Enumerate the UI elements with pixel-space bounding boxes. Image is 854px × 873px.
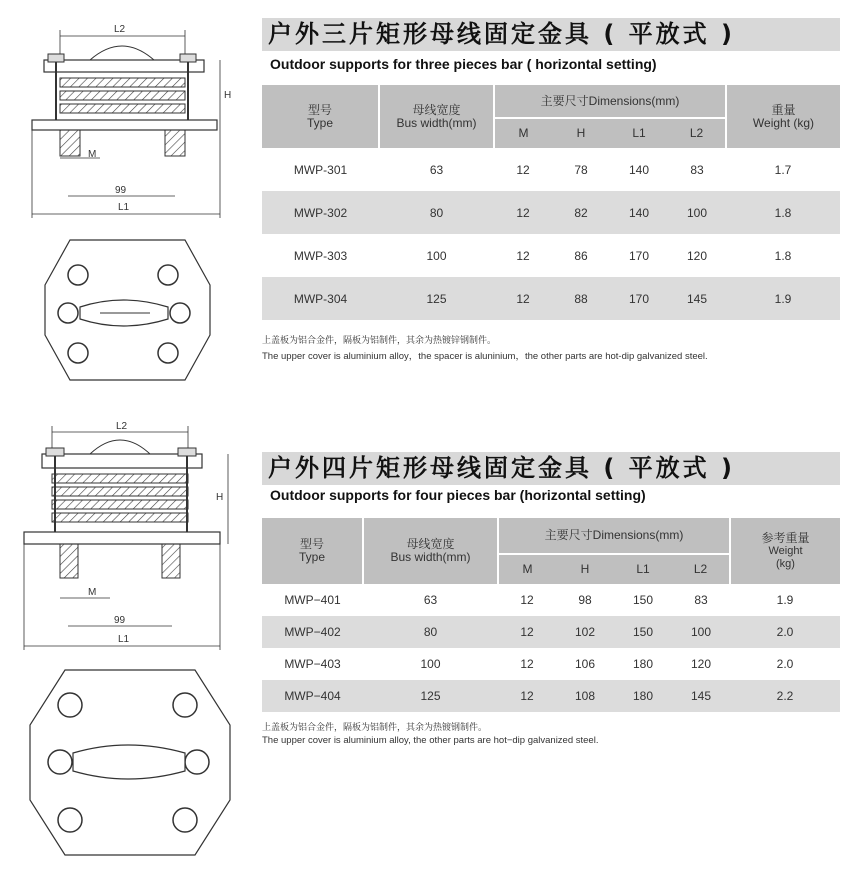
header-weight: 重量 Weight (kg) <box>726 85 840 148</box>
dim-l2-label: L2 <box>114 24 126 35</box>
cell-l2: 83 <box>672 584 730 616</box>
cell-type: MWP−401 <box>262 584 363 616</box>
cell-h: 108 <box>556 680 614 712</box>
section-2-title-en: Outdoor supports for four pieces bar (horizontal setting) <box>270 487 646 503</box>
cell-l1: 140 <box>610 148 668 191</box>
cell-weight: 1.7 <box>726 148 840 191</box>
header-h: H <box>556 554 614 584</box>
cell-m: 12 <box>494 277 552 320</box>
cell-type: MWP-301 <box>262 148 379 191</box>
section-2-title-zh: 户外四片矩形母线固定金具 ( 平放式 ) <box>268 454 736 482</box>
dim-99-label: 99 <box>114 615 126 626</box>
top-view-drawing-three-bar <box>40 235 215 385</box>
top-view-drawing-four-bar <box>25 665 235 860</box>
cell-l1: 170 <box>610 277 668 320</box>
cell-bus-width: 100 <box>379 234 494 277</box>
cell-m: 12 <box>494 191 552 234</box>
cell-h: 78 <box>552 148 610 191</box>
cell-l2: 145 <box>668 277 726 320</box>
cell-bus-width: 80 <box>363 616 498 648</box>
cell-type: MWP-304 <box>262 277 379 320</box>
table-row <box>262 148 840 191</box>
header-l2: L2 <box>668 118 726 148</box>
front-view-drawing-four-bar <box>20 418 245 653</box>
dim-h-label: H <box>224 90 232 101</box>
header-dimensions: 主要尺寸Dimensions(mm) <box>494 85 726 118</box>
cell-l2: 100 <box>668 191 726 234</box>
cell-type: MWP-303 <box>262 234 379 277</box>
cell-l2: 83 <box>668 148 726 191</box>
cell-weight: 1.8 <box>726 234 840 277</box>
cell-m: 12 <box>498 648 556 680</box>
cell-l1: 180 <box>614 648 672 680</box>
section-2-note-zh: 上盖板为铝合金件，隔板为铝制件，其余为热镀钢制件。 <box>262 723 488 733</box>
header-l2: L2 <box>672 554 730 584</box>
header-m: M <box>498 554 556 584</box>
dim-l2-label: L2 <box>116 421 128 432</box>
cell-bus-width: 63 <box>363 584 498 616</box>
dim-l1-label: L1 <box>118 202 130 213</box>
cell-l2: 100 <box>672 616 730 648</box>
header-h: H <box>552 118 610 148</box>
cell-m: 12 <box>498 680 556 712</box>
cell-type: MWP−404 <box>262 680 363 712</box>
header-type: 型号 Type <box>262 518 363 584</box>
cell-bus-width: 63 <box>379 148 494 191</box>
cell-weight: 1.8 <box>726 191 840 234</box>
cell-l2: 120 <box>668 234 726 277</box>
header-weight: 参考重量 Weight (kg) <box>730 518 840 584</box>
header-type: 型号 Type <box>262 85 379 148</box>
cell-h: 86 <box>552 234 610 277</box>
table-row <box>262 680 840 712</box>
cell-weight: 1.9 <box>730 584 840 616</box>
cell-l1: 150 <box>614 584 672 616</box>
section-1-spec-table <box>262 85 840 320</box>
front-view-drawing-three-bar <box>20 18 255 223</box>
cell-h: 82 <box>552 191 610 234</box>
cell-h: 88 <box>552 277 610 320</box>
dim-m-label: M <box>88 149 97 160</box>
section-1-title-zh: 户外三片矩形母线固定金具 ( 平放式 ) <box>268 20 736 48</box>
cell-l1: 140 <box>610 191 668 234</box>
section-2-note-en: The upper cover is aluminium alloy, the other parts are hot−dip galvanized steel. <box>262 735 599 746</box>
cell-weight: 1.9 <box>726 277 840 320</box>
cell-weight: 2.2 <box>730 680 840 712</box>
dim-99-label: 99 <box>115 185 127 196</box>
cell-h: 102 <box>556 616 614 648</box>
table-row <box>262 191 840 234</box>
header-bus-width: 母线宽度 Bus width(mm) <box>379 85 494 148</box>
cell-weight: 2.0 <box>730 648 840 680</box>
cell-l2: 145 <box>672 680 730 712</box>
header-dimensions: 主要尺寸Dimensions(mm) <box>498 518 730 554</box>
cell-h: 106 <box>556 648 614 680</box>
cell-type: MWP-302 <box>262 191 379 234</box>
cell-bus-width: 125 <box>363 680 498 712</box>
table-row <box>262 616 840 648</box>
cell-bus-width: 125 <box>379 277 494 320</box>
dim-h-label: H <box>216 492 224 503</box>
cell-type: MWP−402 <box>262 616 363 648</box>
section-1-note-zh: 上盖板为铝合金件，隔板为铝制件，其余为热镀锌钢制件。 <box>262 336 497 346</box>
cell-l1: 180 <box>614 680 672 712</box>
section-1-note-en: The upper cover is aluminium alloy，the spacer is aluninium，the other parts are hot-dip galvanized steel. <box>262 351 708 362</box>
table-row <box>262 234 840 277</box>
cell-m: 12 <box>494 148 552 191</box>
table-row <box>262 277 840 320</box>
section-2-spec-table <box>262 518 840 712</box>
cell-l2: 120 <box>672 648 730 680</box>
section-1-title-en: Outdoor supports for three pieces bar ( horizontal setting) <box>270 56 657 72</box>
cell-m: 12 <box>494 234 552 277</box>
cell-h: 98 <box>556 584 614 616</box>
table-row <box>262 584 840 616</box>
cell-bus-width: 80 <box>379 191 494 234</box>
header-l1: L1 <box>614 554 672 584</box>
table-row <box>262 648 840 680</box>
dim-m-label: M <box>88 587 97 598</box>
header-bus-width: 母线宽度 Bus width(mm) <box>363 518 498 584</box>
cell-type: MWP−403 <box>262 648 363 680</box>
cell-bus-width: 100 <box>363 648 498 680</box>
header-l1: L1 <box>610 118 668 148</box>
cell-l1: 170 <box>610 234 668 277</box>
cell-l1: 150 <box>614 616 672 648</box>
cell-m: 12 <box>498 616 556 648</box>
cell-weight: 2.0 <box>730 616 840 648</box>
header-m: M <box>494 118 552 148</box>
dim-l1-label: L1 <box>118 634 130 645</box>
cell-m: 12 <box>498 584 556 616</box>
